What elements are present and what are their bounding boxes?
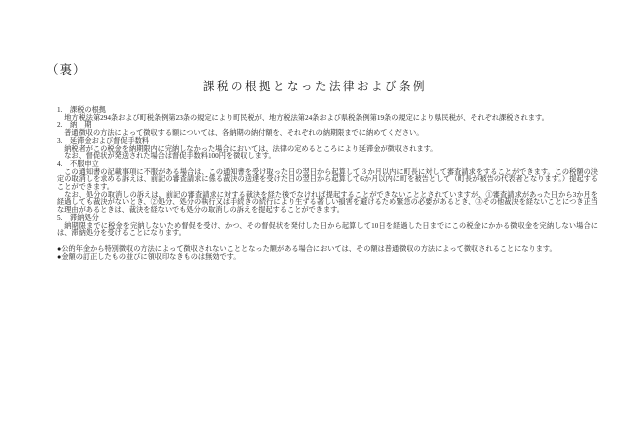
section-number: 4. xyxy=(57,159,63,168)
side-label: （裏） xyxy=(46,63,87,77)
section-heading: 課税の根拠 xyxy=(70,106,106,114)
note-item: ●公的年金から特別徴収の方法によって徴収されないこととなった額がある場合においては、その額は普通徴収の方法によって徴収されることになります。 xyxy=(57,244,557,253)
section-entaikin xyxy=(57,138,598,161)
section-heading: 納 期 xyxy=(70,121,92,130)
page-title: 課税の根拠となった法律および条例 xyxy=(203,81,427,93)
footer-notes xyxy=(57,246,598,261)
paragraph: なお、処分の取消しの訴えは、前記の審査請求に対する裁決を経た後でなければ提起することができないこととされていますが、①審査請求があった日から3か月を経過しても裁決がないとき、②処分、処分の執行又は手続きの続行により生ずる著しい損害を避けるため緊急の必要があるとき、③その他裁決を経ないことにつき正当な理由があるときは、裁決を経ないでも処分の取消しの訴えを提起することができます。 xyxy=(57,190,598,215)
section-number: 5. xyxy=(57,213,63,222)
section-number: 3. xyxy=(57,136,63,145)
section-fufuku-moshitate xyxy=(57,161,598,215)
note-item: ●金額の訂正したもの並びに領収印なきものは無効です。 xyxy=(57,252,241,261)
paragraph: 普通徴収の方法によって徴収する額については、各納期の納付額を、それぞれの納期限までに納めてください。 xyxy=(64,129,424,138)
section-heading: 滞納処分 xyxy=(70,213,99,222)
section-tainou-shobun xyxy=(57,215,598,238)
paragraph: 納税者がこの税金を納期限内に完納しなかった場合においては、法律の定めるところにより延滞金が徴収されます。 xyxy=(64,144,438,153)
document-body xyxy=(57,107,598,261)
paragraph: この通知書の記載事項に不服がある場合は、この通知書を受け取った日の翌日から起算して３か月以内に町長に対して審査請求をすることができます。この税額の決定の取消しを求める訴えは、前記の審査請求に係る裁決の送達を受けた日の翌日から起算して6か月以内に町を被告として（町長が被告の代表者となります。）提起することができます。 xyxy=(57,167,598,192)
section-heading: 不服申立 xyxy=(70,159,99,168)
section-kazei-no-konkyo xyxy=(57,107,598,122)
section-number: 1. xyxy=(57,106,63,114)
paragraph: なお、督促状が発送された場合は督促手数料100円を徴収します。 xyxy=(64,152,276,161)
section-heading: 延滞金および督促手数料 xyxy=(70,136,150,145)
paragraph: 納期限までに税金を完納しないため督促を受け、かつ、その督促状を発付した日から起算して10日を経過した日までにこの税金にかかる徴収金を完納しない場合には、滞納処分を受けることになります。 xyxy=(57,221,598,238)
section-noki xyxy=(57,122,598,137)
section-number: 2. xyxy=(57,121,63,130)
paragraph: 地方税法第294条および町税条例第23条の規定により町民税が、地方税法第24条および県税条例第19条の規定により県民税が、それぞれ課税されます。 xyxy=(64,113,549,122)
